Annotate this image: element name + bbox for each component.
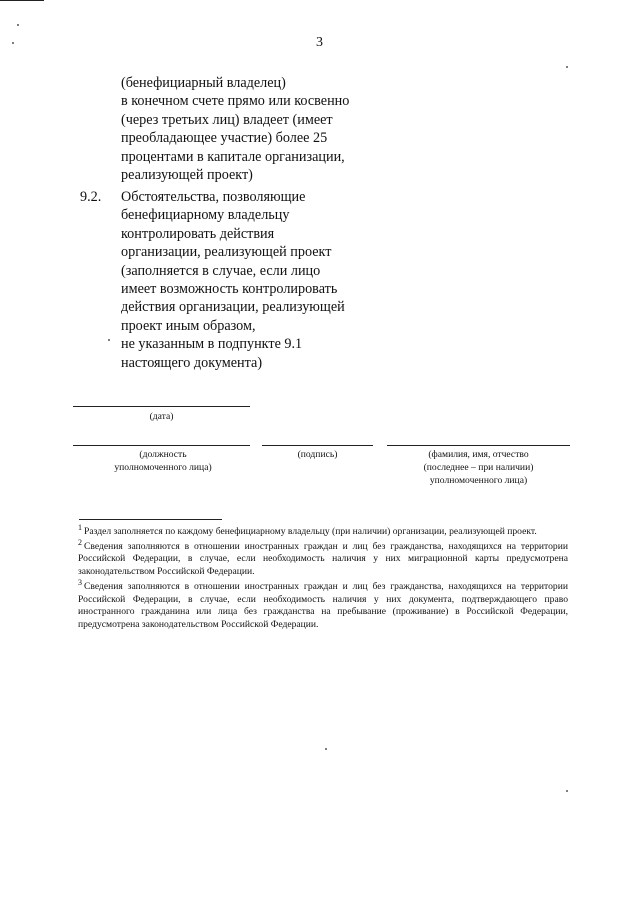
text-line: в конечном счете прямо или косвенно	[121, 93, 350, 110]
item-9-2-text	[121, 188, 391, 372]
scan-speck	[17, 24, 19, 26]
text-line: контролировать действия	[121, 225, 275, 242]
footnote	[78, 522, 568, 539]
scan-corner-mark	[0, 0, 44, 1]
position-label	[73, 448, 253, 474]
text-line: действия организации, реализующей	[121, 299, 345, 316]
footnote	[78, 537, 568, 579]
footnote-mark: 1	[78, 522, 82, 532]
footnote-text: Раздел заполняется по каждому бенефициарному владельцу (при наличии) организации, реализующей проект.	[84, 526, 537, 537]
label-line: (фамилия, имя, отчество	[428, 449, 529, 460]
page-number: 3	[316, 35, 323, 50]
text-line: не указанным в подпункте 9.1	[121, 336, 303, 353]
text-line: (бенефициарный владелец)	[121, 75, 286, 91]
section-1-continuation	[121, 74, 391, 184]
footnote	[78, 577, 568, 632]
footnote-text: Сведения заполняются в отношении иностранных граждан и лиц без гражданства, находящихся на территории Российской Федерации, в случае, если необходимость наличия у них документа, подтверждающего право иностранного гражданина или лица без гражданства на пребывание (проживание) в Российской Федерации, предусмотрена законодательством Российской Федерации.	[78, 580, 568, 630]
label-line: уполномоченного лица)	[114, 462, 212, 473]
scan-speck	[108, 339, 110, 341]
signature-label: (подпись)	[297, 449, 338, 460]
scan-speck	[566, 790, 568, 792]
label-line: (должность	[139, 449, 187, 460]
scan-speck	[325, 748, 327, 750]
full-name-label	[387, 448, 570, 487]
position-line	[73, 445, 250, 446]
date-line	[73, 406, 250, 407]
signature-line	[262, 445, 373, 446]
text-line: проект иным образом,	[121, 317, 256, 334]
text-line: реализующей проект)	[121, 167, 253, 184]
date-label: (дата)	[149, 411, 174, 422]
text-line: преобладающее участие) более 25	[121, 130, 328, 147]
text-line: имеет возможность контролировать	[121, 281, 338, 298]
footnote-mark: 3	[78, 577, 82, 587]
footnote-text: Сведения заполняются в отношении иностранных граждан и лиц без гражданства, находящихся на территории Российской Федерации, в случае, если необходимость наличия у них миграционной карты предусмотрена законодательством Российской Федерации.	[78, 540, 568, 578]
text-line: процентами в капитале организации,	[121, 148, 345, 165]
text-line: организации, реализующей проект	[121, 244, 332, 261]
text-line: настоящего документа)	[121, 354, 263, 371]
label-line: (последнее – при наличии)	[423, 462, 534, 473]
text-line: бенефициарному владельцу	[121, 207, 290, 224]
label-line: уполномоченного лица)	[429, 475, 528, 486]
text-line: (заполняется в случае, если лицо	[121, 262, 321, 279]
text-line: Обстоятельства, позволяющие	[121, 189, 306, 205]
text-line: (через третьих лиц) владеет (имеет	[121, 111, 333, 128]
full-name-line	[387, 445, 570, 446]
footnotes	[78, 522, 568, 634]
item-number: 9.2.	[80, 189, 102, 205]
footnote-separator	[79, 519, 222, 520]
footnote-mark: 2	[78, 537, 82, 547]
scan-speck	[566, 66, 568, 68]
